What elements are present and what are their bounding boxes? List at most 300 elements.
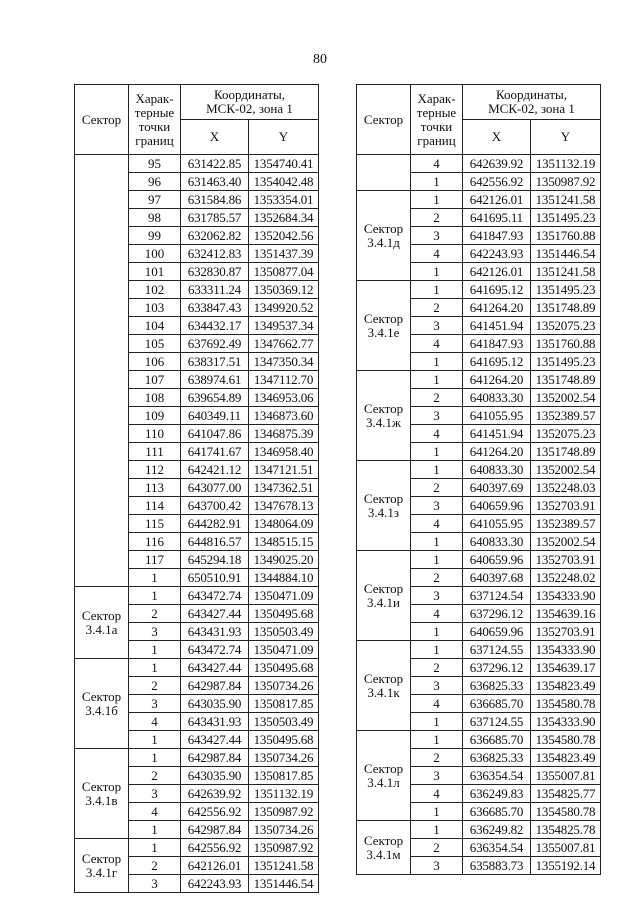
point-number-cell: 108 xyxy=(129,389,181,407)
x-coordinate-cell: 643035.90 xyxy=(181,695,249,713)
header-x: X xyxy=(463,120,531,155)
sector-cell xyxy=(357,155,411,191)
point-number-cell: 102 xyxy=(129,281,181,299)
x-coordinate-cell: 640397.69 xyxy=(463,479,531,497)
point-number-cell: 1 xyxy=(129,569,181,587)
y-coordinate-cell: 1346958.40 xyxy=(249,443,319,461)
point-number-cell: 1 xyxy=(411,191,463,209)
x-coordinate-cell: 641264.20 xyxy=(463,299,531,317)
y-coordinate-cell: 1354580.78 xyxy=(531,695,601,713)
y-coordinate-cell: 1352002.54 xyxy=(531,389,601,407)
point-number-cell: 2 xyxy=(129,605,181,623)
x-coordinate-cell: 643472.74 xyxy=(181,641,249,659)
sector-label-line: Сектор xyxy=(81,778,122,794)
point-number-cell: 4 xyxy=(411,515,463,533)
point-number-cell: 1 xyxy=(129,839,181,857)
y-coordinate-cell: 1351495.23 xyxy=(531,281,601,299)
x-coordinate-cell: 645294.18 xyxy=(181,551,249,569)
point-number-cell: 1 xyxy=(411,623,463,641)
table-row xyxy=(357,371,601,389)
header-points-line2: терные xyxy=(134,104,175,120)
point-number-cell: 113 xyxy=(129,479,181,497)
y-coordinate-cell: 1351241.58 xyxy=(249,857,319,875)
y-coordinate-cell: 1350817.85 xyxy=(249,767,319,785)
x-coordinate-cell: 641451.94 xyxy=(463,317,531,335)
sector-label-line: 3.4.1г xyxy=(85,864,118,880)
point-number-cell: 3 xyxy=(411,227,463,245)
x-coordinate-cell: 644816.57 xyxy=(181,533,249,551)
y-coordinate-cell: 1350495.68 xyxy=(249,659,319,677)
x-coordinate-cell: 636685.70 xyxy=(463,695,531,713)
point-number-cell: 4 xyxy=(411,245,463,263)
y-coordinate-cell: 1349025.20 xyxy=(249,551,319,569)
point-number-cell: 1 xyxy=(411,641,463,659)
x-coordinate-cell: 636825.33 xyxy=(463,677,531,695)
point-number-cell: 4 xyxy=(411,605,463,623)
y-coordinate-cell: 1351495.23 xyxy=(531,353,601,371)
x-coordinate-cell: 642126.01 xyxy=(463,191,531,209)
x-coordinate-cell: 641847.93 xyxy=(463,227,531,245)
sector-label-line: 3.4.1а xyxy=(85,621,118,637)
header-coords-line2: МСК-02, зона 1 xyxy=(206,101,293,116)
point-number-cell: 111 xyxy=(129,443,181,461)
y-coordinate-cell: 1351446.54 xyxy=(249,875,319,893)
x-coordinate-cell: 640833.30 xyxy=(463,389,531,407)
y-coordinate-cell: 1346873.60 xyxy=(249,407,319,425)
y-coordinate-cell: 1350734.26 xyxy=(249,821,319,839)
x-coordinate-cell: 644282.91 xyxy=(181,515,249,533)
y-coordinate-cell: 1351132.19 xyxy=(249,785,319,803)
point-number-cell: 1 xyxy=(411,551,463,569)
y-coordinate-cell: 1351760.88 xyxy=(531,227,601,245)
x-coordinate-cell: 643427.44 xyxy=(181,659,249,677)
sector-label-line: Сектор xyxy=(363,220,404,236)
point-number-cell: 3 xyxy=(411,407,463,425)
point-number-cell: 2 xyxy=(129,767,181,785)
table-row xyxy=(357,641,601,659)
point-number-cell: 1 xyxy=(129,731,181,749)
sector-label-line: Сектор xyxy=(363,490,404,506)
x-coordinate-cell: 632830.87 xyxy=(181,263,249,281)
header-sector: Сектор xyxy=(357,85,411,155)
x-coordinate-cell: 631584.86 xyxy=(181,191,249,209)
sector-label-line: 3.4.1к xyxy=(367,684,400,700)
y-coordinate-cell: 1350987.92 xyxy=(531,173,601,191)
y-coordinate-cell: 1350877.04 xyxy=(249,263,319,281)
point-number-cell: 1 xyxy=(411,713,463,731)
x-coordinate-cell: 636249.83 xyxy=(463,785,531,803)
y-coordinate-cell: 1354823.49 xyxy=(531,677,601,695)
y-coordinate-cell: 1354580.78 xyxy=(531,803,601,821)
y-coordinate-cell: 1352703.91 xyxy=(531,551,601,569)
x-coordinate-cell: 643077.00 xyxy=(181,479,249,497)
point-number-cell: 97 xyxy=(129,191,181,209)
x-coordinate-cell: 650510.91 xyxy=(181,569,249,587)
y-coordinate-cell: 1350471.09 xyxy=(249,641,319,659)
sector-label-line: 3.4.1л xyxy=(367,774,400,790)
sector-label-line: 3.4.1в xyxy=(85,792,118,808)
point-number-cell: 104 xyxy=(129,317,181,335)
x-coordinate-cell: 642421.12 xyxy=(181,461,249,479)
point-number-cell: 1 xyxy=(411,173,463,191)
x-coordinate-cell: 637296.12 xyxy=(463,605,531,623)
y-coordinate-cell: 1351748.89 xyxy=(531,371,601,389)
table-row xyxy=(75,839,319,857)
x-coordinate-cell: 636354.54 xyxy=(463,767,531,785)
x-coordinate-cell: 642556.92 xyxy=(463,173,531,191)
x-coordinate-cell: 636825.33 xyxy=(463,749,531,767)
point-number-cell: 95 xyxy=(129,155,181,173)
sector-cell xyxy=(75,155,129,587)
y-coordinate-cell: 1347112.70 xyxy=(249,371,319,389)
y-coordinate-cell: 1351241.58 xyxy=(531,191,601,209)
point-number-cell: 4 xyxy=(411,155,463,173)
point-number-cell: 112 xyxy=(129,461,181,479)
header-coords-line1: Координаты, xyxy=(496,87,567,102)
y-coordinate-cell: 1355007.81 xyxy=(531,767,601,785)
page-number: 80 xyxy=(313,52,327,67)
point-number-cell: 1 xyxy=(129,821,181,839)
point-number-cell: 106 xyxy=(129,353,181,371)
y-coordinate-cell: 1346953.06 xyxy=(249,389,319,407)
point-number-cell: 116 xyxy=(129,533,181,551)
point-number-cell: 4 xyxy=(411,425,463,443)
point-number-cell: 3 xyxy=(411,767,463,785)
y-coordinate-cell: 1351132.19 xyxy=(531,155,601,173)
sector-label-line: Сектор xyxy=(363,400,404,416)
sector-label-line: Сектор xyxy=(81,607,122,623)
y-coordinate-cell: 1352703.91 xyxy=(531,497,601,515)
sector-cell xyxy=(357,191,411,281)
y-coordinate-cell: 1351748.89 xyxy=(531,443,601,461)
y-coordinate-cell: 1354825.77 xyxy=(531,785,601,803)
point-number-cell: 2 xyxy=(411,749,463,767)
y-coordinate-cell: 1352002.54 xyxy=(531,461,601,479)
x-coordinate-cell: 641264.20 xyxy=(463,443,531,461)
y-coordinate-cell: 1354333.90 xyxy=(531,587,601,605)
x-coordinate-cell: 642126.01 xyxy=(181,857,249,875)
header-points-line4: границ xyxy=(417,132,456,148)
header-points-line4: границ xyxy=(135,132,174,148)
x-coordinate-cell: 642987.84 xyxy=(181,677,249,695)
sector-label-line: 3.4.1б xyxy=(85,702,118,718)
x-coordinate-cell: 637124.55 xyxy=(463,713,531,731)
y-coordinate-cell: 1351760.88 xyxy=(531,335,601,353)
point-number-cell: 117 xyxy=(129,551,181,569)
y-coordinate-cell: 1354042.48 xyxy=(249,173,319,191)
x-coordinate-cell: 636354.54 xyxy=(463,839,531,857)
sector-label-line: Сектор xyxy=(81,688,122,704)
y-coordinate-cell: 1347350.34 xyxy=(249,353,319,371)
point-number-cell: 3 xyxy=(411,677,463,695)
x-coordinate-cell: 642556.92 xyxy=(181,839,249,857)
x-coordinate-cell: 637124.54 xyxy=(463,587,531,605)
y-coordinate-cell: 1352389.57 xyxy=(531,407,601,425)
point-number-cell: 1 xyxy=(411,731,463,749)
table-row xyxy=(357,551,601,569)
table-row xyxy=(357,461,601,479)
point-number-cell: 2 xyxy=(411,209,463,227)
y-coordinate-cell: 1350369.12 xyxy=(249,281,319,299)
y-coordinate-cell: 1351495.23 xyxy=(531,209,601,227)
y-coordinate-cell: 1354825.78 xyxy=(531,821,601,839)
point-number-cell: 4 xyxy=(411,335,463,353)
x-coordinate-cell: 642243.93 xyxy=(181,875,249,893)
x-coordinate-cell: 640659.96 xyxy=(463,551,531,569)
header-points-line2: терные xyxy=(416,104,457,120)
point-number-cell: 99 xyxy=(129,227,181,245)
table-row xyxy=(75,155,319,173)
y-coordinate-cell: 1350495.68 xyxy=(249,605,319,623)
y-coordinate-cell: 1354823.49 xyxy=(531,749,601,767)
y-coordinate-cell: 1348064.09 xyxy=(249,515,319,533)
sector-cell xyxy=(357,731,411,821)
x-coordinate-cell: 641695.12 xyxy=(463,281,531,299)
point-number-cell: 1 xyxy=(411,263,463,281)
point-number-cell: 3 xyxy=(411,857,463,875)
y-coordinate-cell: 1350734.26 xyxy=(249,677,319,695)
y-coordinate-cell: 1350471.09 xyxy=(249,587,319,605)
point-number-cell: 96 xyxy=(129,173,181,191)
point-number-cell: 100 xyxy=(129,245,181,263)
y-coordinate-cell: 1350503.49 xyxy=(249,623,319,641)
point-number-cell: 3 xyxy=(129,875,181,893)
sector-cell xyxy=(75,587,129,659)
y-coordinate-cell: 1351748.89 xyxy=(531,299,601,317)
header-points-line1: Харак- xyxy=(417,90,456,106)
point-number-cell: 1 xyxy=(411,371,463,389)
y-coordinate-cell: 1350495.68 xyxy=(249,731,319,749)
sector-label-line: 3.4.1д xyxy=(367,234,400,250)
x-coordinate-cell: 631463.40 xyxy=(181,173,249,191)
x-coordinate-cell: 642126.01 xyxy=(463,263,531,281)
x-coordinate-cell: 632412.83 xyxy=(181,245,249,263)
sector-cell xyxy=(357,371,411,461)
sector-label-line: 3.4.1м xyxy=(366,846,401,862)
point-number-cell: 3 xyxy=(129,785,181,803)
x-coordinate-cell: 642639.92 xyxy=(181,785,249,803)
x-coordinate-cell: 641695.12 xyxy=(463,353,531,371)
y-coordinate-cell: 1354740.41 xyxy=(249,155,319,173)
y-coordinate-cell: 1350734.26 xyxy=(249,749,319,767)
sector-cell xyxy=(357,821,411,875)
x-coordinate-cell: 641695.11 xyxy=(463,209,531,227)
sector-label-line: Сектор xyxy=(363,580,404,596)
y-coordinate-cell: 1351241.58 xyxy=(531,263,601,281)
header-points-line3: точки xyxy=(420,118,453,134)
sector-cell xyxy=(75,659,129,749)
point-number-cell: 1 xyxy=(411,353,463,371)
y-coordinate-cell: 1352002.54 xyxy=(531,533,601,551)
x-coordinate-cell: 643431.93 xyxy=(181,713,249,731)
point-number-cell: 2 xyxy=(411,299,463,317)
point-number-cell: 101 xyxy=(129,263,181,281)
x-coordinate-cell: 637692.49 xyxy=(181,335,249,353)
header-points-line3: точки xyxy=(138,118,171,134)
header-coords-line2: МСК-02, зона 1 xyxy=(488,101,575,116)
point-number-cell: 4 xyxy=(411,785,463,803)
header-coords-line1: Координаты, xyxy=(214,87,285,102)
table-row xyxy=(75,587,319,605)
y-coordinate-cell: 1354333.90 xyxy=(531,641,601,659)
point-number-cell: 2 xyxy=(411,659,463,677)
y-coordinate-cell: 1352389.57 xyxy=(531,515,601,533)
point-number-cell: 1 xyxy=(411,443,463,461)
sector-label-line: Сектор xyxy=(363,832,404,848)
sector-cell xyxy=(357,461,411,551)
x-coordinate-cell: 640833.30 xyxy=(463,533,531,551)
y-coordinate-cell: 1354639.17 xyxy=(531,659,601,677)
point-number-cell: 1 xyxy=(411,461,463,479)
sector-cell xyxy=(75,749,129,839)
x-coordinate-cell: 638974.61 xyxy=(181,371,249,389)
x-coordinate-cell: 633311.24 xyxy=(181,281,249,299)
y-coordinate-cell: 1347678.13 xyxy=(249,497,319,515)
x-coordinate-cell: 642556.92 xyxy=(181,803,249,821)
y-coordinate-cell: 1346875.39 xyxy=(249,425,319,443)
header-sector: Сектор xyxy=(75,85,129,155)
y-coordinate-cell: 1350503.49 xyxy=(249,713,319,731)
x-coordinate-cell: 636685.70 xyxy=(463,731,531,749)
x-coordinate-cell: 640659.96 xyxy=(463,497,531,515)
y-coordinate-cell: 1354639.16 xyxy=(531,605,601,623)
point-number-cell: 103 xyxy=(129,299,181,317)
sector-label-line: 3.4.1ж xyxy=(366,414,401,430)
point-number-cell: 4 xyxy=(129,713,181,731)
y-coordinate-cell: 1352703.91 xyxy=(531,623,601,641)
x-coordinate-cell: 640833.30 xyxy=(463,461,531,479)
x-coordinate-cell: 643427.44 xyxy=(181,731,249,749)
sector-cell xyxy=(357,551,411,641)
header-points-line1: Харак- xyxy=(135,90,174,106)
sector-cell xyxy=(357,641,411,731)
coordinates-table-right xyxy=(356,84,601,875)
x-coordinate-cell: 632062.82 xyxy=(181,227,249,245)
x-coordinate-cell: 642987.84 xyxy=(181,821,249,839)
y-coordinate-cell: 1352248.03 xyxy=(531,479,601,497)
point-number-cell: 1 xyxy=(411,281,463,299)
x-coordinate-cell: 643431.93 xyxy=(181,623,249,641)
point-number-cell: 2 xyxy=(411,389,463,407)
point-number-cell: 110 xyxy=(129,425,181,443)
point-number-cell: 107 xyxy=(129,371,181,389)
x-coordinate-cell: 642243.93 xyxy=(463,245,531,263)
y-coordinate-cell: 1347662.77 xyxy=(249,335,319,353)
x-coordinate-cell: 641264.20 xyxy=(463,371,531,389)
x-coordinate-cell: 641741.67 xyxy=(181,443,249,461)
table-row xyxy=(75,659,319,677)
x-coordinate-cell: 635883.73 xyxy=(463,857,531,875)
y-coordinate-cell: 1349537.34 xyxy=(249,317,319,335)
y-coordinate-cell: 1355007.81 xyxy=(531,839,601,857)
point-number-cell: 2 xyxy=(129,857,181,875)
x-coordinate-cell: 639654.89 xyxy=(181,389,249,407)
table-row xyxy=(357,191,601,209)
header-coordinates xyxy=(181,85,319,120)
x-coordinate-cell: 641055.95 xyxy=(463,515,531,533)
x-coordinate-cell: 631422.85 xyxy=(181,155,249,173)
x-coordinate-cell: 640397.68 xyxy=(463,569,531,587)
y-coordinate-cell: 1352248.02 xyxy=(531,569,601,587)
table-row xyxy=(357,155,601,173)
x-coordinate-cell: 643035.90 xyxy=(181,767,249,785)
header-y: Y xyxy=(531,120,601,155)
y-coordinate-cell: 1344884.10 xyxy=(249,569,319,587)
x-coordinate-cell: 643472.74 xyxy=(181,587,249,605)
point-number-cell: 3 xyxy=(129,695,181,713)
point-number-cell: 1 xyxy=(129,749,181,767)
table-row xyxy=(357,821,601,839)
x-coordinate-cell: 641451.94 xyxy=(463,425,531,443)
sector-label-line: Сектор xyxy=(363,760,404,776)
x-coordinate-cell: 642987.84 xyxy=(181,749,249,767)
x-coordinate-cell: 642639.92 xyxy=(463,155,531,173)
y-coordinate-cell: 1347362.51 xyxy=(249,479,319,497)
y-coordinate-cell: 1355192.14 xyxy=(531,857,601,875)
point-number-cell: 1 xyxy=(411,533,463,551)
point-number-cell: 1 xyxy=(411,821,463,839)
point-number-cell: 114 xyxy=(129,497,181,515)
sector-label-line: Сектор xyxy=(363,670,404,686)
point-number-cell: 2 xyxy=(411,479,463,497)
y-coordinate-cell: 1352075.23 xyxy=(531,425,601,443)
x-coordinate-cell: 638317.51 xyxy=(181,353,249,371)
x-coordinate-cell: 633847.43 xyxy=(181,299,249,317)
x-coordinate-cell: 637296.12 xyxy=(463,659,531,677)
x-coordinate-cell: 637124.55 xyxy=(463,641,531,659)
point-number-cell: 3 xyxy=(411,587,463,605)
x-coordinate-cell: 641055.95 xyxy=(463,407,531,425)
table-body-right xyxy=(357,155,601,875)
x-coordinate-cell: 643700.42 xyxy=(181,497,249,515)
point-number-cell: 115 xyxy=(129,515,181,533)
header-y: Y xyxy=(249,120,319,155)
point-number-cell: 2 xyxy=(411,839,463,857)
y-coordinate-cell: 1348515.15 xyxy=(249,533,319,551)
x-coordinate-cell: 640659.96 xyxy=(463,623,531,641)
point-number-cell: 3 xyxy=(411,317,463,335)
sector-label-line: 3.4.1и xyxy=(367,594,400,610)
point-number-cell: 2 xyxy=(129,677,181,695)
point-number-cell: 1 xyxy=(129,659,181,677)
header-characteristic-points xyxy=(129,85,181,155)
coordinates-table-left xyxy=(74,84,319,893)
point-number-cell: 2 xyxy=(411,569,463,587)
y-coordinate-cell: 1354333.90 xyxy=(531,713,601,731)
x-coordinate-cell: 641847.93 xyxy=(463,335,531,353)
point-number-cell: 4 xyxy=(129,803,181,821)
y-coordinate-cell: 1351446.54 xyxy=(531,245,601,263)
point-number-cell: 109 xyxy=(129,407,181,425)
table-body-left xyxy=(75,155,319,893)
header-coordinates xyxy=(463,85,601,120)
point-number-cell: 1 xyxy=(129,641,181,659)
header-characteristic-points xyxy=(411,85,463,155)
point-number-cell: 105 xyxy=(129,335,181,353)
table-row xyxy=(75,749,319,767)
table-row xyxy=(357,731,601,749)
y-coordinate-cell: 1347121.51 xyxy=(249,461,319,479)
y-coordinate-cell: 1350987.92 xyxy=(249,803,319,821)
y-coordinate-cell: 1349920.52 xyxy=(249,299,319,317)
y-coordinate-cell: 1353354.01 xyxy=(249,191,319,209)
y-coordinate-cell: 1350817.85 xyxy=(249,695,319,713)
x-coordinate-cell: 636249.82 xyxy=(463,821,531,839)
point-number-cell: 3 xyxy=(129,623,181,641)
x-coordinate-cell: 643427.44 xyxy=(181,605,249,623)
x-coordinate-cell: 631785.57 xyxy=(181,209,249,227)
point-number-cell: 98 xyxy=(129,209,181,227)
